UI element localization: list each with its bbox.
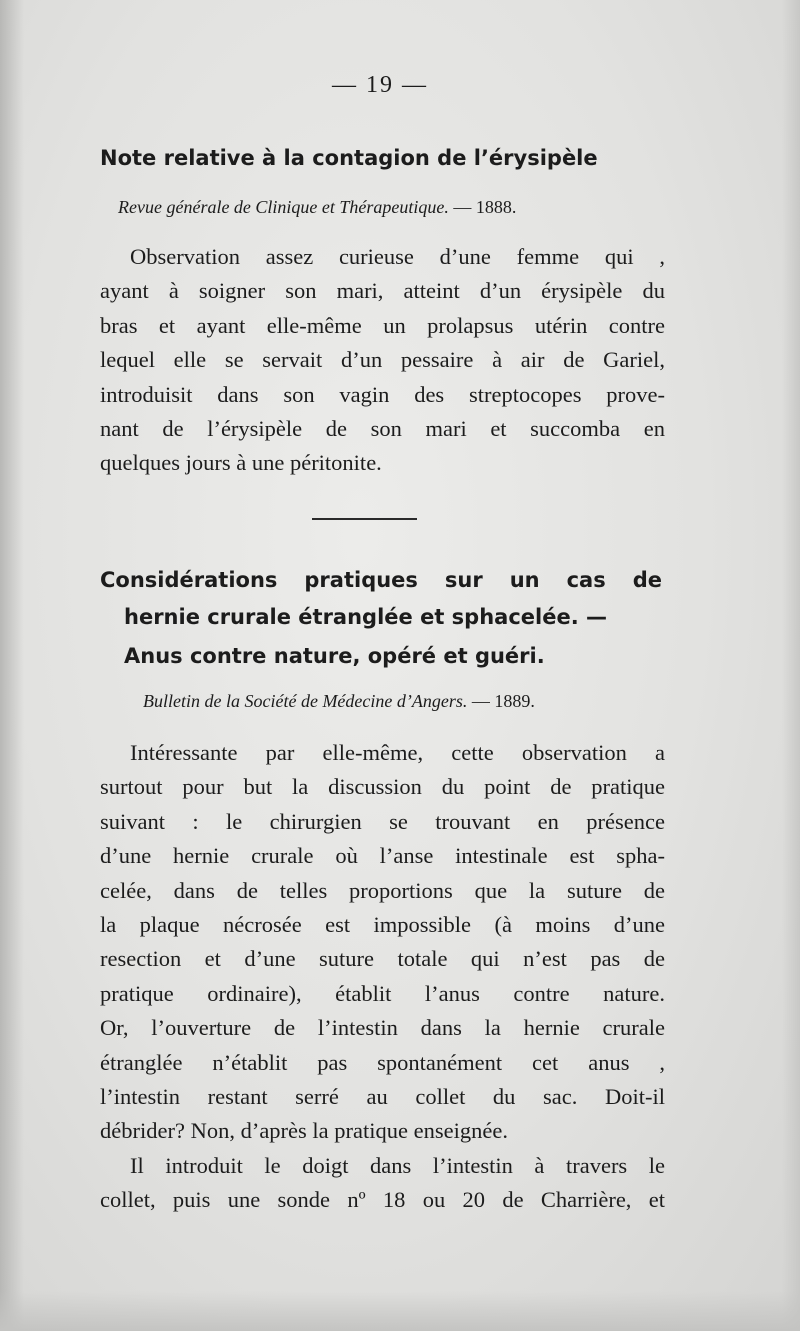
section-2-title-line: Anus contre nature, opéré et guéri.	[124, 644, 545, 668]
body-line: Observation assez curieuse d’une femme qui ,	[130, 244, 665, 269]
body-line: collet, puis une sonde nº 18 ou 20 de Charrière, et	[100, 1187, 665, 1213]
body-line: nant de l’érysipèle de son mari et succomba en	[100, 416, 665, 442]
section-2-source-date: — 1889.	[471, 691, 535, 711]
section-1-source	[118, 197, 516, 218]
body-line: la plaque nécrosée est impossible (à moins d’une	[100, 912, 665, 938]
body-line: surtout pour but la discussion du point de pratique	[100, 774, 665, 800]
body-line: débrider? Non, d’après la pratique enseignée.	[100, 1118, 508, 1144]
section-2-title-line: Considérations pratiques sur un cas de	[100, 568, 662, 592]
page-shadow-bottom	[0, 1291, 800, 1331]
body-line: bras et ayant elle-même un prolapsus utérin contre	[100, 312, 665, 338]
section-divider	[312, 518, 417, 520]
section-2-title-line: hernie crurale étranglée et sphacelée. —	[124, 605, 607, 629]
section-2-body	[100, 736, 665, 1218]
section-1-body	[100, 240, 665, 481]
body-line: celée, dans de telles proportions que la suture de	[100, 877, 665, 903]
body-line: resection et d’une suture totale qui n’est pas de	[100, 946, 665, 972]
body-line: l’intestin restant serré au collet du sac. Doit-il	[100, 1084, 665, 1110]
body-line: Intéressante par elle-même, cette observation a	[130, 740, 665, 765]
body-line: suivant : le chirurgien se trouvant en présence	[100, 808, 665, 834]
body-line: Or, l’ouverture de l’intestin dans la hernie crurale	[100, 1015, 665, 1041]
page-number: — 19 —	[332, 72, 428, 98]
body-line: ayant à soigner son mari, atteint d’un érysipèle du	[100, 278, 665, 304]
body-line: pratique ordinaire), établit l’anus contre nature.	[100, 980, 665, 1006]
body-line: Il introduit le doigt dans l’intestin à travers le	[130, 1152, 665, 1178]
section-1-title: Note relative à la contagion de l’érysipèle	[100, 146, 598, 170]
body-line: introduisit dans son vagin des streptocopes prove-	[100, 381, 665, 407]
section-1-source-date: — 1888.	[453, 197, 517, 217]
section-1-source-journal: Revue générale de Clinique et Thérapeutique.	[118, 197, 449, 217]
body-line: lequel elle se servait d’un pessaire à air de Gariel,	[100, 347, 665, 373]
section-2-source-journal: Bulletin de la Société de Médecine d’Angers.	[143, 691, 468, 711]
body-line: d’une hernie crurale où l’anse intestinale est spha-	[100, 843, 665, 869]
page-shadow-left	[0, 0, 24, 1331]
section-2-source	[143, 691, 535, 712]
page-shadow-right	[782, 0, 800, 1331]
body-line: étranglée n’établit pas spontanément cet anus ,	[100, 1049, 665, 1075]
body-line: quelques jours à une péritonite.	[100, 450, 382, 476]
